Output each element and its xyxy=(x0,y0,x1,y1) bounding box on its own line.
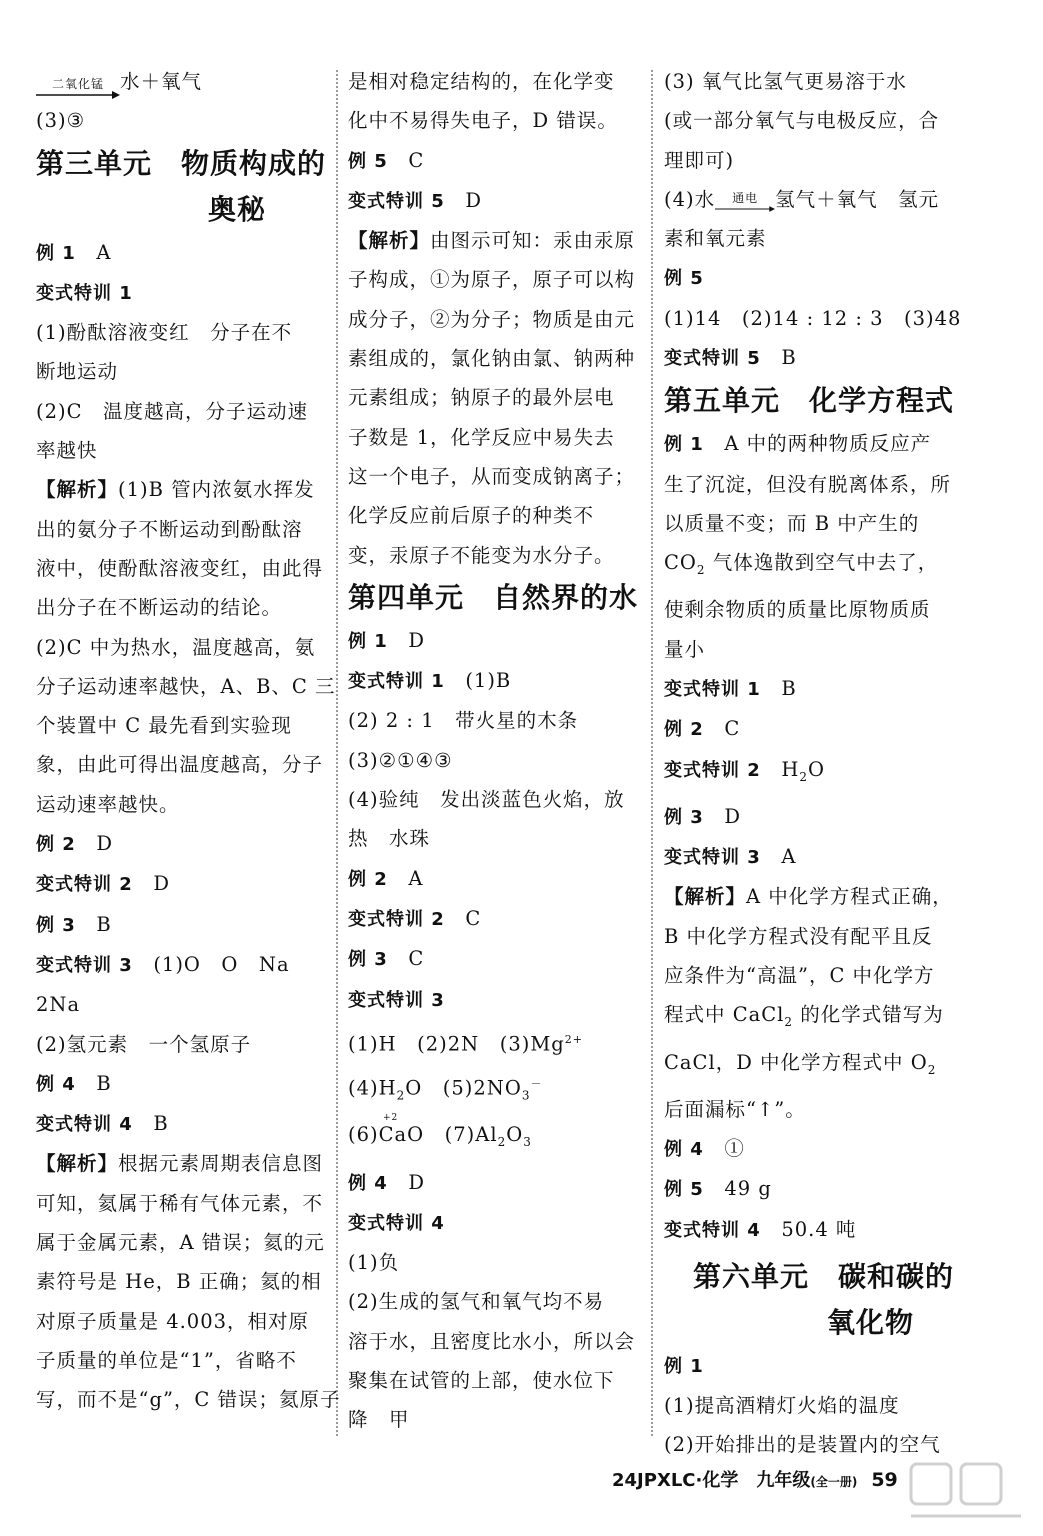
answer: A xyxy=(781,845,797,869)
column-2 xyxy=(348,62,638,1440)
formula-line xyxy=(664,543,954,590)
answer-line: (2)氢元素 一个氢原子 xyxy=(36,1032,252,1056)
analysis-text: 是相对稳定结构的，在化学变 xyxy=(348,70,615,93)
subscript: 2 xyxy=(799,769,808,784)
answer-line: 率越快 xyxy=(36,439,98,463)
analysis-text: 运动速率越快。 xyxy=(36,792,180,816)
answer-line: (1)负 xyxy=(348,1251,400,1275)
subscript: 2 xyxy=(396,1088,406,1103)
answer-line: 使剩余物质的质量比原物质质 xyxy=(664,598,931,622)
analysis-text: 出的氨分子不断运动到酚酞溶 xyxy=(36,517,303,541)
example-label: 例 5 xyxy=(664,1179,704,1201)
subscript: 3 xyxy=(521,1088,531,1103)
formula-text: CO xyxy=(664,551,697,575)
answer: B xyxy=(96,912,112,936)
answer-line: 生了沉淀，但没有脱离体系，所 xyxy=(664,472,952,496)
answer-line: (或一部分氧气与电极反应，合 xyxy=(664,109,940,133)
answer: C xyxy=(465,906,482,930)
answer: 50.4 吨 xyxy=(781,1217,857,1241)
answer: A xyxy=(96,240,112,264)
answer: 49 g xyxy=(724,1177,772,1201)
formula-text: O xyxy=(807,757,825,781)
answer: D xyxy=(408,1170,425,1194)
analysis-tag: 【解析】 xyxy=(36,1152,119,1176)
answer-line: 量小 xyxy=(664,637,706,661)
unit-heading: 第三单元 物质构成的 xyxy=(36,146,327,180)
example-label: 例 2 xyxy=(348,868,388,890)
answer: B xyxy=(781,346,797,370)
analysis-text: 属于金属元素，A 错误；氦的元 xyxy=(36,1231,325,1255)
example-label: 例 3 xyxy=(664,806,704,828)
reaction-arrow xyxy=(715,192,775,214)
exercise-label: 变式特训 3 xyxy=(36,954,133,976)
example-label: 例 1 xyxy=(36,242,76,264)
exercise-label: 变式特训 1 xyxy=(348,671,445,693)
analysis-text: 素组成的，氯化钠由氯、钠两种 xyxy=(348,347,636,371)
answer-line: A 中的两种物质反应产 xyxy=(724,432,932,456)
book-code: 24JPXLC·化学 九年级 xyxy=(612,1470,811,1491)
subscript: 2 xyxy=(696,563,706,578)
column-divider-left xyxy=(336,70,338,1436)
page-number: 59 xyxy=(871,1469,898,1491)
analysis-text: B 中化学方程式没有配平且反 xyxy=(664,924,933,948)
analysis-text: 子构成，①为原子，原子可以构 xyxy=(348,268,636,292)
example-label: 例 4 xyxy=(664,1138,704,1160)
answer: (1)B xyxy=(465,669,512,693)
answer-line: (1)酚酞溶液变红 分子在不 xyxy=(36,321,293,345)
reaction-equation xyxy=(664,180,954,219)
analysis-text: 子质量的单位是“1”，省略不 xyxy=(36,1348,297,1372)
reaction-reactant: (4)水 xyxy=(664,187,716,211)
example-label: 例 5 xyxy=(348,150,388,172)
example-label: 例 4 xyxy=(348,1172,388,1194)
example-label: 例 3 xyxy=(348,949,388,971)
analysis-text: 出分子在不断运动的结论。 xyxy=(36,596,283,620)
answer: D xyxy=(96,832,113,856)
answer-line: 热 水珠 xyxy=(348,827,431,851)
subscript: 3 xyxy=(523,1135,532,1150)
analysis-text: 化学反应前后原子的种类不 xyxy=(348,504,595,528)
example-label: 例 2 xyxy=(664,719,704,741)
analysis-text: 根据元素周期表信息图 xyxy=(118,1152,324,1176)
answer-line: 素和氧元素 xyxy=(664,227,767,251)
subscript: 2 xyxy=(927,1062,937,1077)
exercise-label: 变式特训 2 xyxy=(664,759,761,781)
analysis-text: 个装置中 C 最先看到实验现 xyxy=(36,714,292,738)
answer-line: 降 甲 xyxy=(348,1408,410,1432)
formula-text: O (5)2NO xyxy=(405,1076,522,1100)
exercise-label: 变式特训 1 xyxy=(36,282,133,304)
exercise-label: 变式特训 3 xyxy=(348,989,445,1011)
answer-line: (3) 氧气比氢气更易溶于水 xyxy=(664,70,907,93)
exercise-label: 变式特训 5 xyxy=(664,348,761,370)
unit-heading-cont: 氧化物 xyxy=(826,1305,914,1339)
answer: C xyxy=(724,717,741,741)
answer: ① xyxy=(724,1136,745,1160)
answer: C xyxy=(408,947,425,971)
answer-line: 2Na xyxy=(36,993,81,1017)
answer-line: 聚集在试管的上部，使水位下 xyxy=(348,1368,615,1392)
analysis-text: 对原子质量是 4.003，相对原 xyxy=(36,1309,310,1333)
analysis-text: 化中不易得失电子，D 错误。 xyxy=(348,109,618,133)
analysis-text: 象，由此可得出温度越高，分子 xyxy=(36,753,324,777)
analysis-text: 成分子，②为分子；物质是由元 xyxy=(348,307,636,331)
reaction-product: 氢气＋氧气 氢元 xyxy=(775,187,940,211)
analysis-text: A 中化学方程式正确， xyxy=(746,885,953,909)
example-label: 例 2 xyxy=(36,834,76,856)
answer-line: (3)③ xyxy=(36,109,86,133)
analysis-text: (1)B 管内浓氨水挥发 xyxy=(118,478,315,502)
exercise-label: 变式特训 1 xyxy=(664,679,761,701)
analysis-text: 素符号是 He，B 正确；氦的相 xyxy=(36,1270,322,1294)
answer: (1)O O Na xyxy=(153,952,290,976)
answer: A xyxy=(408,866,424,890)
reaction-condition: 通电 xyxy=(732,190,759,205)
example-label: 例 4 xyxy=(36,1073,76,1095)
watermark-logo xyxy=(907,1460,1025,1524)
formula-line xyxy=(348,1020,638,1064)
analysis-text: 液中，使酚酞溶液变红，由此得 xyxy=(36,556,324,580)
analysis-text: CaCl，D 中化学方程式中 O xyxy=(664,1050,928,1074)
analysis-text: 由图示可知：汞由汞原 xyxy=(430,229,636,253)
answer: B xyxy=(153,1112,169,1136)
answer-line: (4)验纯 发出淡蓝色火焰，放 xyxy=(348,788,625,812)
answer-line: 理即可) xyxy=(664,148,735,172)
formula-text: (4)H xyxy=(348,1076,397,1100)
exercise-label: 变式特训 2 xyxy=(36,874,133,896)
unit-heading-cont: 奥秘 xyxy=(207,192,266,226)
unit-heading: 第四单元 自然界的水 xyxy=(348,580,639,614)
analysis-text: 分子运动速率越快，A、B、C 三 xyxy=(36,674,336,698)
formula-line xyxy=(348,1064,638,1116)
analysis-text: (2)C 中为热水，温度越高，氨 xyxy=(36,635,316,659)
charge-superscript: 2+ xyxy=(564,1032,584,1046)
analysis-tag: 【解析】 xyxy=(36,478,119,502)
analysis-text: 可知，氦属于稀有气体元素，不 xyxy=(36,1191,324,1215)
analysis-text: 应条件为“高温”，C 中化学方 xyxy=(664,964,935,988)
formula-text: (1)H (2)2N (3)Mg xyxy=(348,1032,565,1056)
reaction-arrow xyxy=(36,78,120,100)
analysis-text xyxy=(664,1043,954,1090)
example-label: 例 3 xyxy=(36,914,76,936)
answer: B xyxy=(96,1071,112,1095)
arrow-icon xyxy=(36,90,120,100)
answer-line: (1)提高酒精灯火焰的温度 xyxy=(664,1394,900,1418)
analysis-text xyxy=(664,995,954,1042)
answer-line: (2)C 温度越高，分子运动速 xyxy=(36,399,309,423)
example-label: 例 1 xyxy=(664,1355,704,1377)
charge-superscript: － xyxy=(530,1076,543,1090)
answer: D xyxy=(153,872,170,896)
exercise-label: 变式特训 2 xyxy=(348,908,445,930)
analysis-text: 变，汞原子不能变为水分子。 xyxy=(348,543,615,567)
subscript: 2 xyxy=(784,1015,794,1030)
answer: D xyxy=(408,628,425,652)
example-label: 例 1 xyxy=(664,434,704,456)
answer-line: (2)生成的氢气和氧气均不易 xyxy=(348,1290,605,1314)
answer-line: 溶于水，且密度比水小，所以会 xyxy=(348,1329,636,1353)
answer-line: 气体逸散到空气中去了， xyxy=(705,551,939,575)
exercise-label: 变式特训 3 xyxy=(664,847,761,869)
answer-line: (1)14 (2)14 : 12 : 3 (3)48 xyxy=(664,306,962,330)
formula-line xyxy=(348,1115,638,1162)
formula-text: H xyxy=(781,757,800,781)
answer: D xyxy=(465,188,482,212)
analysis-text: 元素组成；钠原子的最外层电 xyxy=(348,386,615,410)
formula-text: O xyxy=(506,1123,524,1147)
arrow-icon xyxy=(715,204,775,214)
page-footer xyxy=(612,1466,898,1492)
reaction-condition: 二氧化锰 xyxy=(51,77,104,91)
volume-label: (全一册) xyxy=(810,1475,858,1489)
exercise-label: 变式特训 4 xyxy=(348,1212,445,1234)
example-label: 例 1 xyxy=(348,630,388,652)
reaction-product: 水＋氧气 xyxy=(120,70,203,93)
answer: C xyxy=(408,148,425,172)
unit-heading: 第五单元 化学方程式 xyxy=(664,384,955,418)
analysis-tag: 【解析】 xyxy=(664,885,747,909)
answer: B xyxy=(781,677,797,701)
analysis-tag: 【解析】 xyxy=(348,229,431,253)
example-label: 例 5 xyxy=(664,268,704,290)
column-divider-right xyxy=(651,70,653,1436)
analysis-text: 子数是 1，化学反应中易失去 xyxy=(348,425,615,449)
analysis-text: 这一个电子，从而变成钠离子； xyxy=(348,464,636,488)
answer: D xyxy=(724,804,741,828)
exercise-label: 变式特训 4 xyxy=(36,1114,133,1136)
column-1 xyxy=(36,62,341,1420)
valence-mark: +2 xyxy=(383,1113,399,1124)
analysis-text: 后面漏标“↑”。 xyxy=(664,1097,806,1121)
exercise-label: 变式特训 4 xyxy=(664,1219,761,1241)
answer-line: (3)②①④③ xyxy=(348,748,453,772)
formula-text: (6)CaO (7)Al xyxy=(348,1123,498,1147)
answer-line: (2)开始排出的是装置内的空气 xyxy=(664,1433,941,1457)
exercise-label: 变式特训 5 xyxy=(348,190,445,212)
answer-line: 断地运动 xyxy=(36,360,119,384)
subscript: 2 xyxy=(497,1135,507,1150)
answer-line: (2) 2 : 1 带火星的木条 xyxy=(348,709,579,733)
analysis-text: 的化学式错写为 xyxy=(793,1003,944,1027)
unit-heading: 第六单元 碳和碳的 xyxy=(692,1259,954,1293)
analysis-text: 写，而不是“g”，C 错误；氦原子 xyxy=(36,1388,341,1412)
column-3 xyxy=(664,62,962,1465)
reaction-equation xyxy=(36,62,326,101)
formula-text: 程式中 CaCl xyxy=(664,1003,785,1027)
answer-line: 以质量不变；而 B 中产生的 xyxy=(664,511,920,535)
